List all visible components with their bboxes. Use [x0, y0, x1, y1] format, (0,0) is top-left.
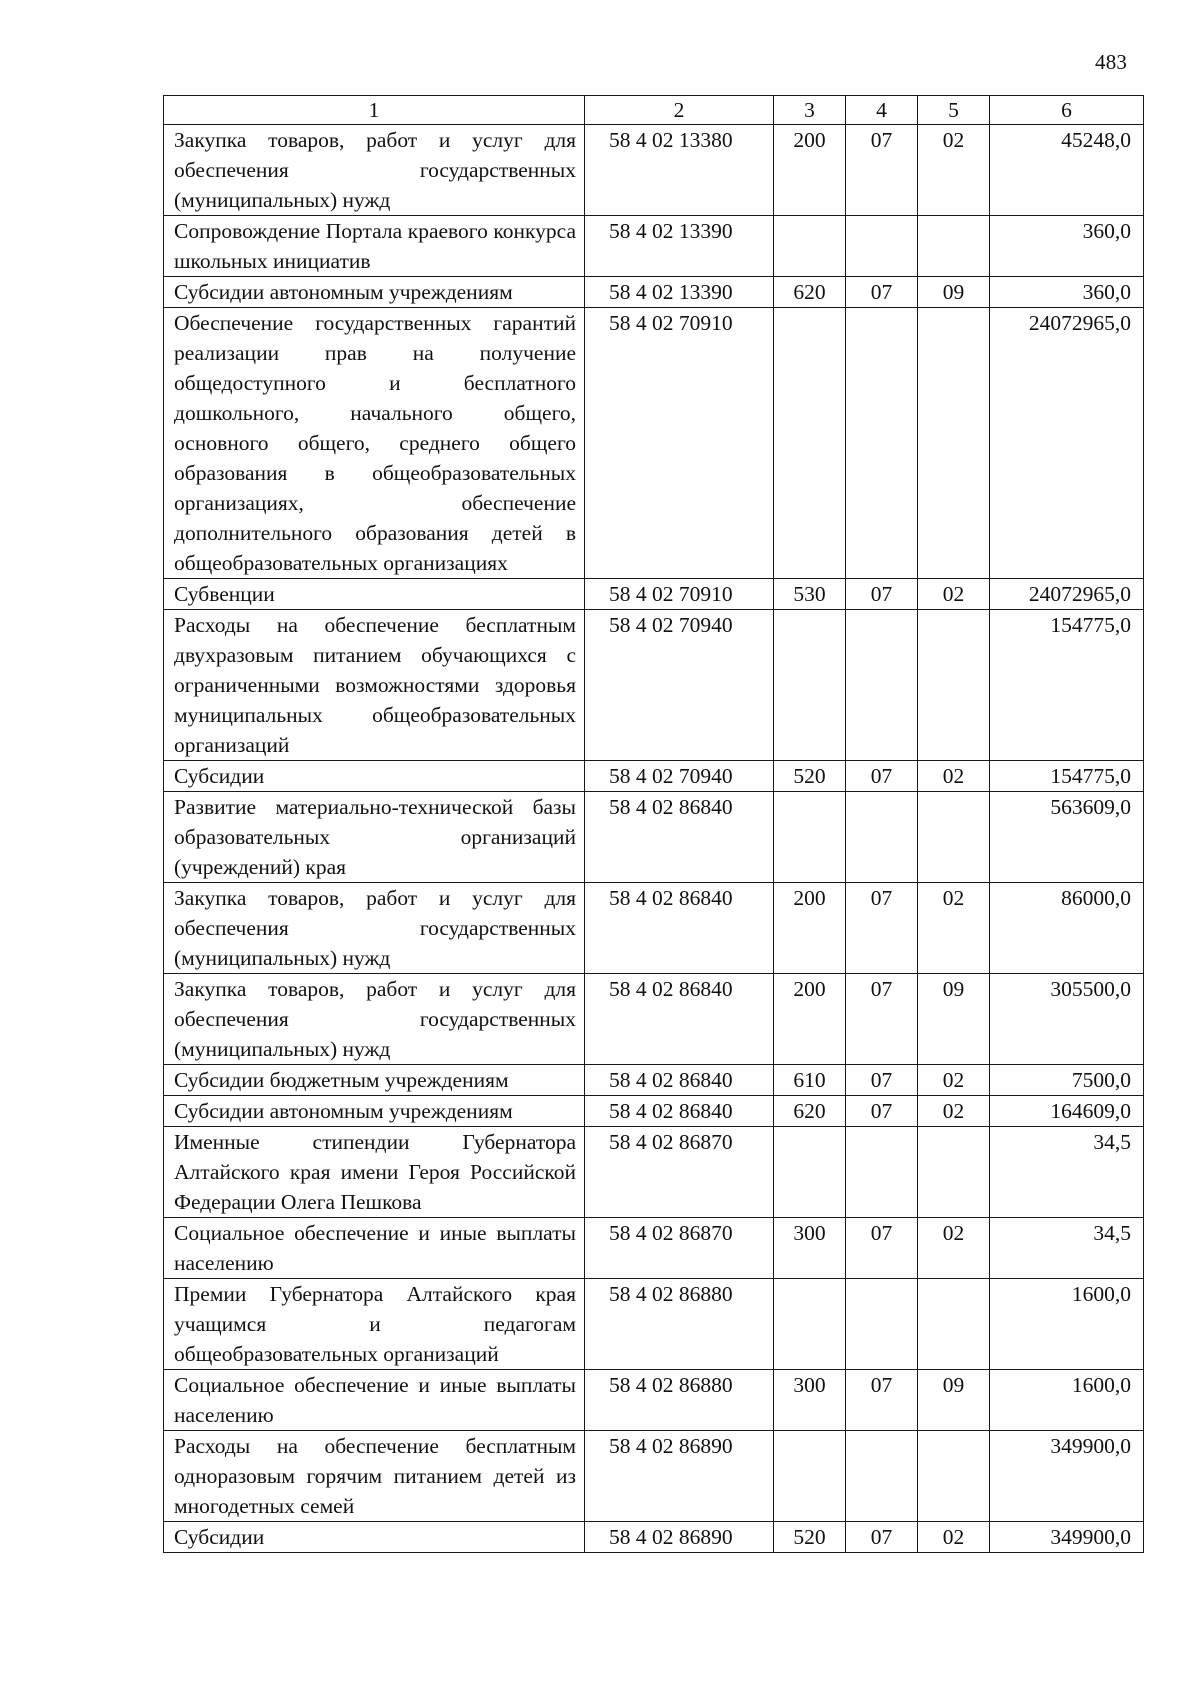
expense-name-cell: Субсидии [164, 761, 585, 792]
target-article-code-cell: 58 4 02 86880 [585, 1370, 774, 1431]
section-cell: 07 [846, 761, 918, 792]
amount-cell: 1600,0 [990, 1370, 1144, 1431]
amount-cell: 45248,0 [990, 125, 1144, 216]
budget-table [163, 95, 1144, 1553]
table-row [164, 1431, 1144, 1522]
expense-type-cell [774, 1431, 846, 1522]
subsection-cell: 02 [918, 579, 990, 610]
expense-name-cell: Закупка товаров, работ и услуг для обеспечения государственных (муниципальных) нужд [164, 125, 585, 216]
target-article-code-cell: 58 4 02 70910 [585, 579, 774, 610]
subsection-cell: 02 [918, 883, 990, 974]
amount-cell: 1600,0 [990, 1279, 1144, 1370]
table-header [164, 96, 1144, 125]
subsection-cell: 02 [918, 1522, 990, 1553]
table-row [164, 974, 1144, 1065]
expense-type-cell [774, 216, 846, 277]
section-cell [846, 1279, 918, 1370]
subsection-cell [918, 308, 990, 579]
section-cell [846, 216, 918, 277]
subsection-cell: 02 [918, 125, 990, 216]
amount-cell: 154775,0 [990, 761, 1144, 792]
expense-type-cell [774, 1127, 846, 1218]
section-cell: 07 [846, 1218, 918, 1279]
expense-type-cell: 620 [774, 1096, 846, 1127]
table-row [164, 1096, 1144, 1127]
amount-cell: 164609,0 [990, 1096, 1144, 1127]
section-cell [846, 610, 918, 761]
target-article-code-cell: 58 4 02 86890 [585, 1431, 774, 1522]
table-row [164, 1218, 1144, 1279]
table-body [164, 125, 1144, 1553]
section-cell: 07 [846, 1065, 918, 1096]
target-article-code-cell: 58 4 02 86890 [585, 1522, 774, 1553]
section-cell: 07 [846, 974, 918, 1065]
expense-name-cell: Социальное обеспечение и иные выплаты населению [164, 1370, 585, 1431]
target-article-code-cell: 58 4 02 13390 [585, 277, 774, 308]
expense-name-cell: Социальное обеспечение и иные выплаты населению [164, 1218, 585, 1279]
table-row [164, 1065, 1144, 1096]
subsection-cell [918, 1279, 990, 1370]
header-cell-1: 1 [164, 96, 585, 125]
expense-type-cell: 200 [774, 125, 846, 216]
expense-type-cell [774, 792, 846, 883]
target-article-code-cell: 58 4 02 86870 [585, 1218, 774, 1279]
target-article-code-cell: 58 4 02 13390 [585, 216, 774, 277]
section-cell: 07 [846, 883, 918, 974]
target-article-code-cell: 58 4 02 86840 [585, 1096, 774, 1127]
target-article-code-cell: 58 4 02 86840 [585, 792, 774, 883]
table-row [164, 792, 1144, 883]
target-article-code-cell: 58 4 02 86870 [585, 1127, 774, 1218]
expense-name-cell: Субсидии [164, 1522, 585, 1553]
header-row [164, 96, 1144, 125]
amount-cell: 86000,0 [990, 883, 1144, 974]
subsection-cell: 09 [918, 974, 990, 1065]
expense-name-cell: Субсидии автономным учреждениям [164, 277, 585, 308]
table-row [164, 1127, 1144, 1218]
expense-type-cell: 530 [774, 579, 846, 610]
amount-cell: 34,5 [990, 1218, 1144, 1279]
expense-name-cell: Закупка товаров, работ и услуг для обеспечения государственных (муниципальных) нужд [164, 883, 585, 974]
amount-cell: 360,0 [990, 277, 1144, 308]
amount-cell: 563609,0 [990, 792, 1144, 883]
subsection-cell: 02 [918, 1218, 990, 1279]
table-row [164, 1522, 1144, 1553]
expense-type-cell: 200 [774, 974, 846, 1065]
section-cell: 07 [846, 1096, 918, 1127]
section-cell: 07 [846, 125, 918, 216]
subsection-cell [918, 610, 990, 761]
amount-cell: 154775,0 [990, 610, 1144, 761]
expense-name-cell: Обеспечение государственных гарантий реализации прав на получение общедоступного и бесплатного дошкольного, начального общего, основного общего, среднего общего образования в общеобразовательных организациях, обеспечение дополнительного образования детей в общеобразовательных организациях [164, 308, 585, 579]
expense-name-cell: Премии Губернатора Алтайского края учащимся и педагогам общеобразовательных организаций [164, 1279, 585, 1370]
expense-name-cell: Развитие материально-технической базы образовательных организаций (учреждений) края [164, 792, 585, 883]
target-article-code-cell: 58 4 02 70940 [585, 761, 774, 792]
amount-cell: 24072965,0 [990, 579, 1144, 610]
subsection-cell: 02 [918, 1065, 990, 1096]
subsection-cell: 09 [918, 1370, 990, 1431]
expense-name-cell: Субвенции [164, 579, 585, 610]
amount-cell: 349900,0 [990, 1522, 1144, 1553]
amount-cell: 7500,0 [990, 1065, 1144, 1096]
section-cell: 07 [846, 1522, 918, 1553]
subsection-cell [918, 216, 990, 277]
expense-name-cell: Именные стипендии Губернатора Алтайского края имени Героя Российской Федерации Олега Пешкова [164, 1127, 585, 1218]
target-article-code-cell: 58 4 02 70940 [585, 610, 774, 761]
table-row [164, 579, 1144, 610]
page-number: 483 [1095, 50, 1128, 74]
target-article-code-cell: 58 4 02 86880 [585, 1279, 774, 1370]
amount-cell: 349900,0 [990, 1431, 1144, 1522]
section-cell [846, 792, 918, 883]
target-article-code-cell: 58 4 02 86840 [585, 883, 774, 974]
expense-type-cell [774, 610, 846, 761]
section-cell: 07 [846, 277, 918, 308]
table-row [164, 308, 1144, 579]
expense-type-cell: 200 [774, 883, 846, 974]
expense-name-cell: Сопровождение Портала краевого конкурса школьных инициатив [164, 216, 585, 277]
section-cell [846, 1127, 918, 1218]
header-cell-5: 5 [918, 96, 990, 125]
expense-type-cell: 300 [774, 1218, 846, 1279]
subsection-cell [918, 792, 990, 883]
table-row [164, 761, 1144, 792]
table-row [164, 1279, 1144, 1370]
header-cell-3: 3 [774, 96, 846, 125]
amount-cell: 34,5 [990, 1127, 1144, 1218]
amount-cell: 360,0 [990, 216, 1144, 277]
table-row [164, 883, 1144, 974]
expense-name-cell: Расходы на обеспечение бесплатным одноразовым горячим питанием детей из многодетных семей [164, 1431, 585, 1522]
table-row [164, 1370, 1144, 1431]
expense-type-cell: 610 [774, 1065, 846, 1096]
table-row [164, 125, 1144, 216]
amount-cell: 24072965,0 [990, 308, 1144, 579]
target-article-code-cell: 58 4 02 13380 [585, 125, 774, 216]
expense-name-cell: Расходы на обеспечение бесплатным двухразовым питанием обучающихся с ограниченными возможностями здоровья муниципальных общеобразовательных организаций [164, 610, 585, 761]
target-article-code-cell: 58 4 02 70910 [585, 308, 774, 579]
subsection-cell [918, 1431, 990, 1522]
expense-type-cell: 620 [774, 277, 846, 308]
subsection-cell [918, 1127, 990, 1218]
expense-name-cell: Субсидии бюджетным учреждениям [164, 1065, 585, 1096]
section-cell [846, 308, 918, 579]
header-cell-6: 6 [990, 96, 1144, 125]
expense-name-cell: Субсидии автономным учреждениям [164, 1096, 585, 1127]
subsection-cell: 02 [918, 1096, 990, 1127]
section-cell: 07 [846, 1370, 918, 1431]
section-cell [846, 1431, 918, 1522]
expense-name-cell: Закупка товаров, работ и услуг для обеспечения государственных (муниципальных) нужд [164, 974, 585, 1065]
header-cell-2: 2 [585, 96, 774, 125]
header-cell-4: 4 [846, 96, 918, 125]
subsection-cell: 09 [918, 277, 990, 308]
expense-type-cell [774, 308, 846, 579]
expense-type-cell: 520 [774, 1522, 846, 1553]
amount-cell: 305500,0 [990, 974, 1144, 1065]
expense-type-cell [774, 1279, 846, 1370]
table-row [164, 610, 1144, 761]
target-article-code-cell: 58 4 02 86840 [585, 974, 774, 1065]
section-cell: 07 [846, 579, 918, 610]
table-row [164, 216, 1144, 277]
subsection-cell: 02 [918, 761, 990, 792]
expense-type-cell: 520 [774, 761, 846, 792]
expense-type-cell: 300 [774, 1370, 846, 1431]
table-row [164, 277, 1144, 308]
target-article-code-cell: 58 4 02 86840 [585, 1065, 774, 1096]
